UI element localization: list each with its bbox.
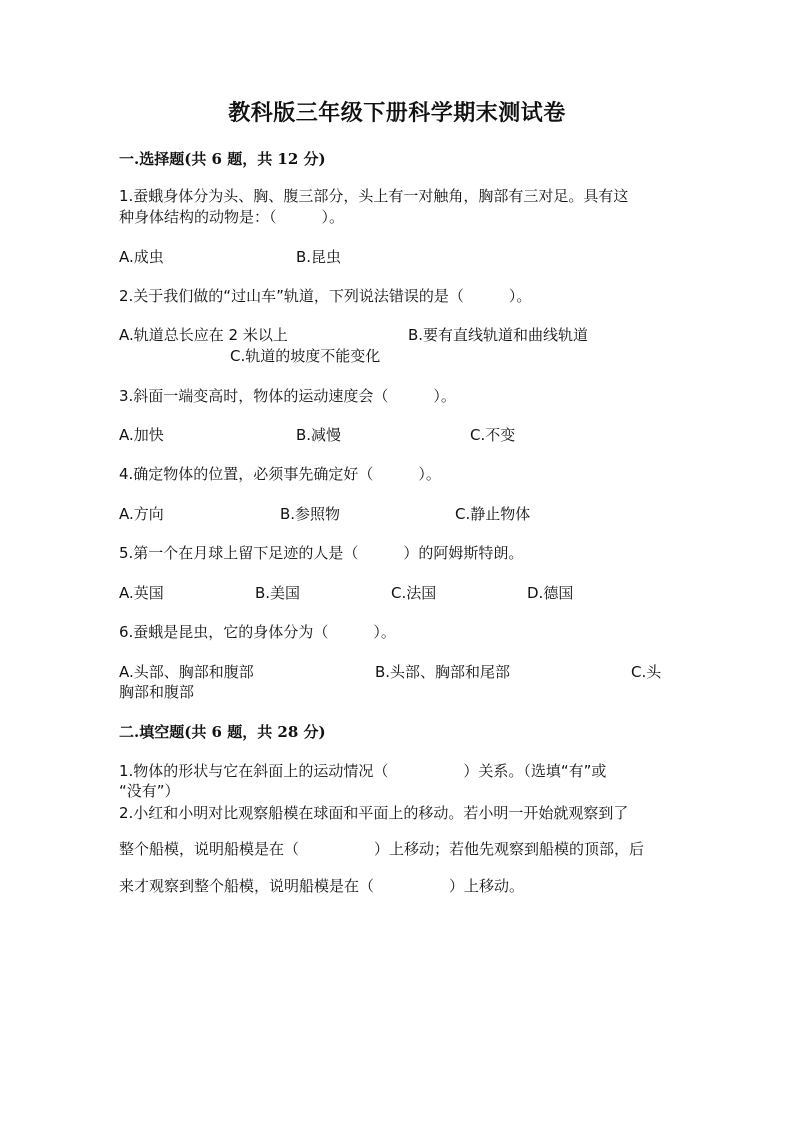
question-4-option-b: B.参照物 <box>280 505 341 523</box>
question-5-option-d: D.德国 <box>527 584 574 602</box>
question-1-text-line2: 种身体结构的动物是：（ ）。 <box>119 208 345 226</box>
question-5-text: 5.第一个在月球上留下足迹的人是（ ）的阿姆斯特朗。 <box>119 544 524 562</box>
question-2-option-a: A.轨道总长应在 2 米以上 <box>119 326 288 344</box>
section-heading-choice: 一.选择题(共 6 题，共 12 分) <box>119 150 326 168</box>
fill-question-1-line1: 1.物体的形状与它在斜面上的运动情况（ ）关系。（选填“有”或 <box>119 762 607 780</box>
question-2-text: 2.关于我们做的“过山车”轨道，下列说法错误的是（ ）。 <box>119 287 532 305</box>
question-3-text: 3.斜面一端变高时，物体的运动速度会（ ）。 <box>119 387 456 405</box>
question-1-option-b: B.昆虫 <box>296 248 342 266</box>
fill-question-1-line2: “没有”） <box>119 782 180 800</box>
question-4-text: 4.确定物体的位置，必须事先确定好（ ）。 <box>119 465 441 483</box>
question-6-text: 6.蚕蛾是昆虫，它的身体分为（ ）。 <box>119 623 396 641</box>
question-2-option-b: B.要有直线轨道和曲线轨道 <box>408 326 589 344</box>
fill-question-2-line3: 来才观察到整个船模，说明船模是在（ ）上移动。 <box>119 877 525 895</box>
question-5-option-a: A.英国 <box>119 584 164 602</box>
question-6-option-c: C.头 <box>631 663 662 681</box>
fill-question-2-line1: 2.小红和小明对比观察船模在球面和平面上的移动。若小明一开始就观察到了 <box>119 804 629 822</box>
question-2-option-c: C.轨道的坡度不能变化 <box>230 347 381 365</box>
question-5-option-c: C.法国 <box>391 584 437 602</box>
question-5-option-b: B.美国 <box>255 584 301 602</box>
question-6-option-a: A.头部、胸部和腹部 <box>119 663 254 681</box>
question-1-text-line1: 1.蚕蛾身体分为头、胸、腹三部分，头上有一对触角，胸部有三对足。具有这 <box>119 187 629 205</box>
question-6-option-c-wrap: 胸部和腹部 <box>119 683 195 701</box>
question-6-option-b: B.头部、胸部和尾部 <box>375 663 511 681</box>
question-4-option-a: A.方向 <box>119 505 164 523</box>
fill-question-2-line2: 整个船模，说明船模是在（ ）上移动；若他先观察到船模的顶部，后 <box>119 840 645 858</box>
question-4-option-c: C.静止物体 <box>455 505 531 523</box>
question-1-option-a: A.成虫 <box>119 248 164 266</box>
question-3-option-a: A.加快 <box>119 426 164 444</box>
page-title: 教科版三年级下册科学期末测试卷 <box>228 100 566 126</box>
section-heading-fill: 二.填空题(共 6 题，共 28 分) <box>119 723 326 741</box>
question-3-option-b: B.减慢 <box>296 426 342 444</box>
question-3-option-c: C.不变 <box>470 426 516 444</box>
